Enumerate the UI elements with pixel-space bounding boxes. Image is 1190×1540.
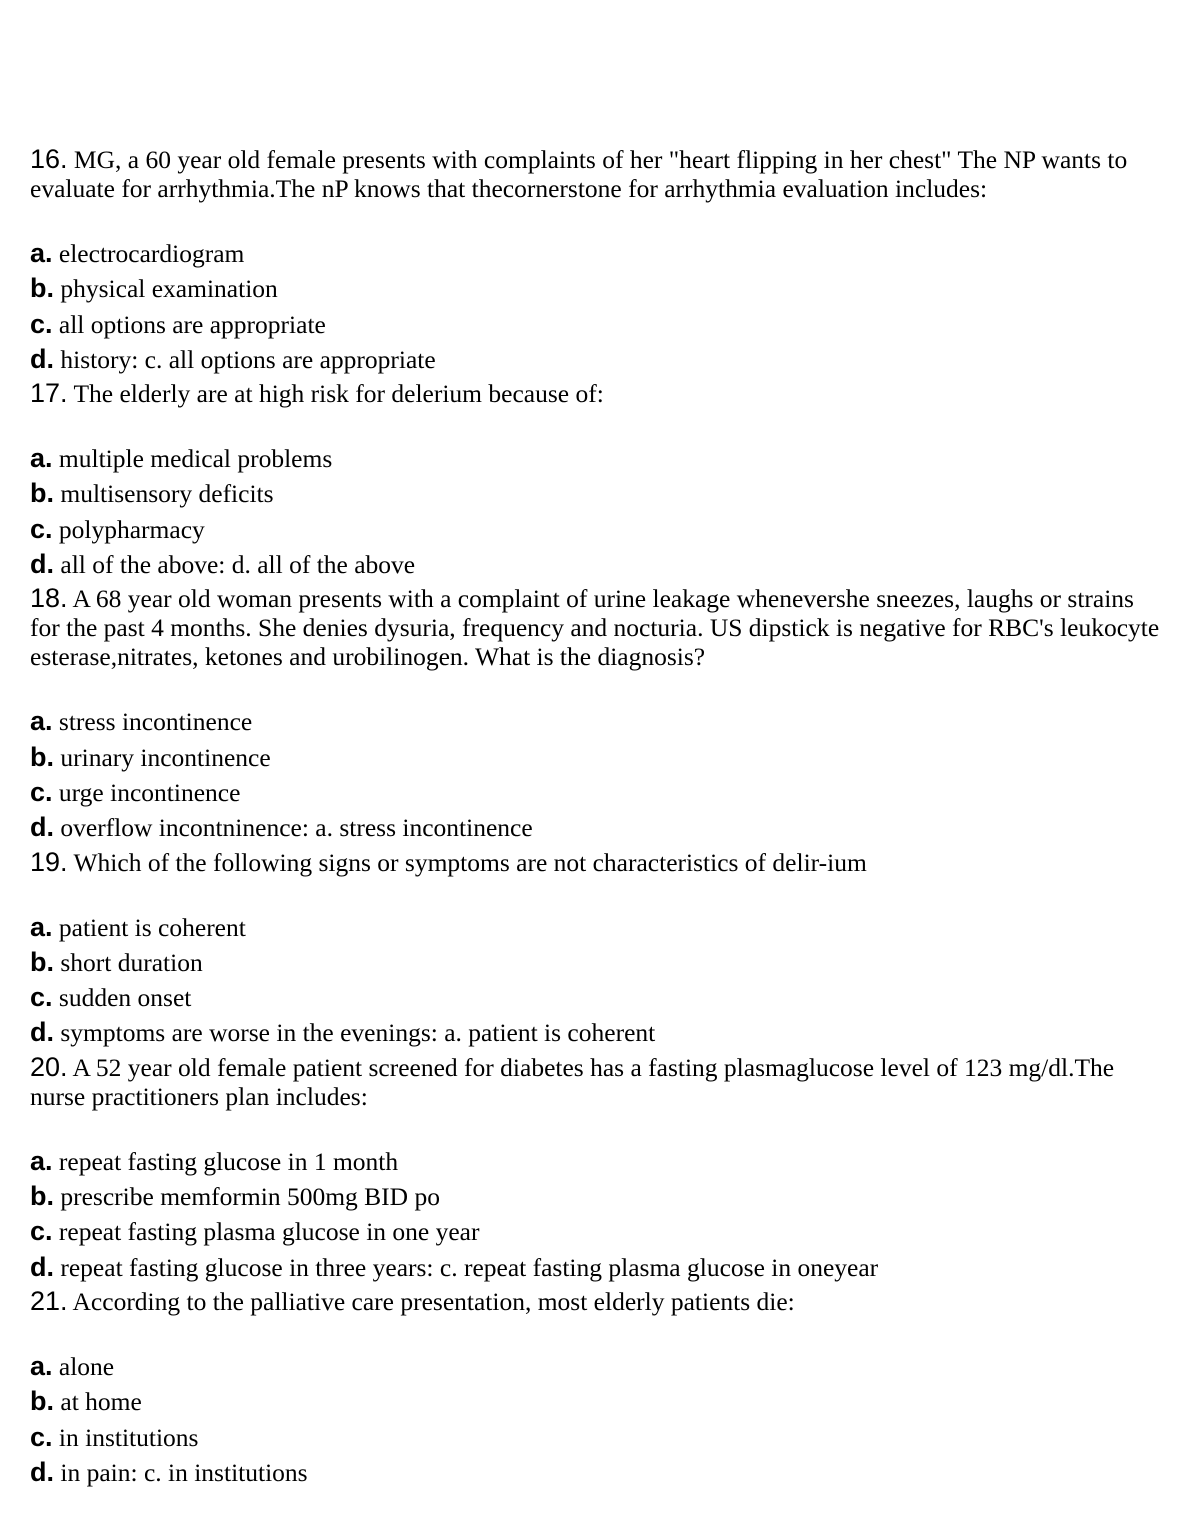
question-18: [30, 584, 1160, 845]
question-number: 20.: [30, 1051, 68, 1082]
option-text: multisensory deficits: [60, 479, 274, 509]
option-b: [30, 740, 1160, 775]
question-stem: [30, 584, 1160, 671]
option-a: [30, 1349, 1160, 1384]
question-number: 17.: [30, 378, 68, 409]
option-text: repeat fasting plasma glucose in one year: [58, 1217, 480, 1247]
option-letter: d.: [30, 1456, 54, 1487]
question-text: MG, a 60 year old female presents with complaints of her "heart flipping in her chest" The NP wants to evaluate for arrhythmia.The nP knows that thecornerstone for arrhythmia evaluation includes:: [30, 145, 1128, 203]
option-text: urge incontinence: [58, 777, 241, 807]
option-text: at home: [60, 1387, 142, 1417]
option-letter: a.: [30, 1350, 53, 1381]
options-list: [30, 236, 1160, 377]
option-a: [30, 910, 1160, 945]
option-text: alone: [58, 1351, 115, 1381]
option-text: in pain: c. in institutions: [60, 1457, 308, 1487]
question-stem: [30, 848, 1160, 877]
option-b: [30, 945, 1160, 980]
option-letter: a.: [30, 443, 53, 474]
option-c: [30, 1420, 1160, 1455]
option-letter: b.: [30, 1181, 54, 1212]
option-b: [30, 1179, 1160, 1214]
option-text: symptoms are worse in the evenings: a. patient is coherent: [60, 1018, 656, 1048]
document-page: [30, 145, 1160, 1492]
option-text: patient is coherent: [58, 912, 246, 942]
option-text: all options are appropriate: [58, 309, 326, 339]
option-letter: d.: [30, 1017, 54, 1048]
option-a: [30, 1144, 1160, 1179]
option-letter: d.: [30, 1251, 54, 1282]
option-letter: d.: [30, 549, 54, 580]
option-b: [30, 1384, 1160, 1419]
option-text: electrocardiogram: [58, 239, 245, 268]
option-a: [30, 704, 1160, 739]
option-letter: b.: [30, 478, 54, 509]
option-letter: d.: [30, 343, 54, 374]
option-d: [30, 1250, 1160, 1285]
option-text: physical examination: [60, 274, 278, 304]
question-stem: [30, 1287, 1160, 1316]
option-letter: b.: [30, 1386, 54, 1417]
option-letter: b.: [30, 273, 54, 304]
option-text: all of the above: d. all of the above: [60, 550, 416, 580]
question-text: The elderly are at high risk for delerium because of:: [73, 379, 604, 409]
question-stem: [30, 379, 1160, 408]
option-text: urinary incontinence: [60, 742, 271, 772]
option-d: [30, 1455, 1160, 1490]
option-text: overflow incontninence: a. stress incontinence: [60, 813, 533, 843]
option-letter: d.: [30, 812, 54, 843]
option-letter: b.: [30, 741, 54, 772]
option-c: [30, 512, 1160, 547]
question-21: [30, 1287, 1160, 1490]
options-list: [30, 910, 1160, 1051]
question-number: 19.: [30, 846, 68, 877]
option-letter: c.: [30, 513, 53, 544]
question-stem: [30, 1053, 1160, 1111]
question-number: 21.: [30, 1285, 68, 1316]
question-text: A 68 year old woman presents with a complaint of urine leakage whenevershe sneezes, laughs or strains for the past 4 months. She denies dysuria, frequency and nocturia. US dipstick is negative for RBC's leukocyte esterase,nitrates, ketones and urobilinogen. What is the diagnosis?: [30, 584, 1160, 672]
option-text: in institutions: [58, 1422, 199, 1452]
option-a: [30, 236, 1160, 271]
question-text: A 52 year old female patient screened for diabetes has a fasting plasmaglucose level of 123 mg/dl.The nurse practitioners plan includes:: [30, 1052, 1115, 1111]
option-d: [30, 547, 1160, 582]
options-list: [30, 1349, 1160, 1490]
option-b: [30, 271, 1160, 306]
option-c: [30, 307, 1160, 342]
option-c: [30, 980, 1160, 1015]
option-letter: a.: [30, 238, 53, 268]
option-b: [30, 476, 1160, 511]
option-text: multiple medical problems: [58, 444, 333, 474]
option-text: prescribe memformin 500mg BID po: [60, 1182, 440, 1212]
option-letter: c.: [30, 982, 53, 1013]
options-list: [30, 1144, 1160, 1285]
options-list: [30, 704, 1160, 845]
option-d: [30, 342, 1160, 377]
option-letter: c.: [30, 1216, 53, 1247]
question-text: Which of the following signs or symptoms are not characteristics of delir-ium: [73, 847, 867, 877]
option-a: [30, 441, 1160, 476]
option-c: [30, 775, 1160, 810]
question-text: According to the palliative care presentation, most elderly patients die:: [72, 1286, 795, 1316]
options-list: [30, 441, 1160, 582]
option-text: polypharmacy: [58, 514, 205, 544]
option-letter: a.: [30, 911, 53, 942]
option-text: history: c. all options are appropriate: [60, 344, 436, 374]
option-text: repeat fasting glucose in three years: c. repeat fasting plasma glucose in oneyear: [60, 1252, 879, 1282]
option-letter: c.: [30, 308, 53, 339]
question-stem: [30, 145, 1160, 203]
option-d: [30, 810, 1160, 845]
question-number: 16.: [30, 144, 68, 174]
option-text: sudden onset: [58, 983, 192, 1013]
option-text: repeat fasting glucose in 1 month: [58, 1146, 399, 1176]
question-20: [30, 1053, 1160, 1285]
option-letter: a.: [30, 1145, 53, 1176]
option-letter: c.: [30, 1421, 53, 1452]
option-letter: a.: [30, 706, 53, 737]
question-16: [30, 145, 1160, 377]
question-19: [30, 848, 1160, 1051]
option-text: stress incontinence: [58, 707, 253, 737]
question-number: 18.: [30, 583, 68, 614]
option-d: [30, 1015, 1160, 1050]
option-c: [30, 1214, 1160, 1249]
option-letter: b.: [30, 946, 54, 977]
question-17: [30, 379, 1160, 582]
option-letter: c.: [30, 776, 53, 807]
option-text: short duration: [60, 947, 203, 977]
